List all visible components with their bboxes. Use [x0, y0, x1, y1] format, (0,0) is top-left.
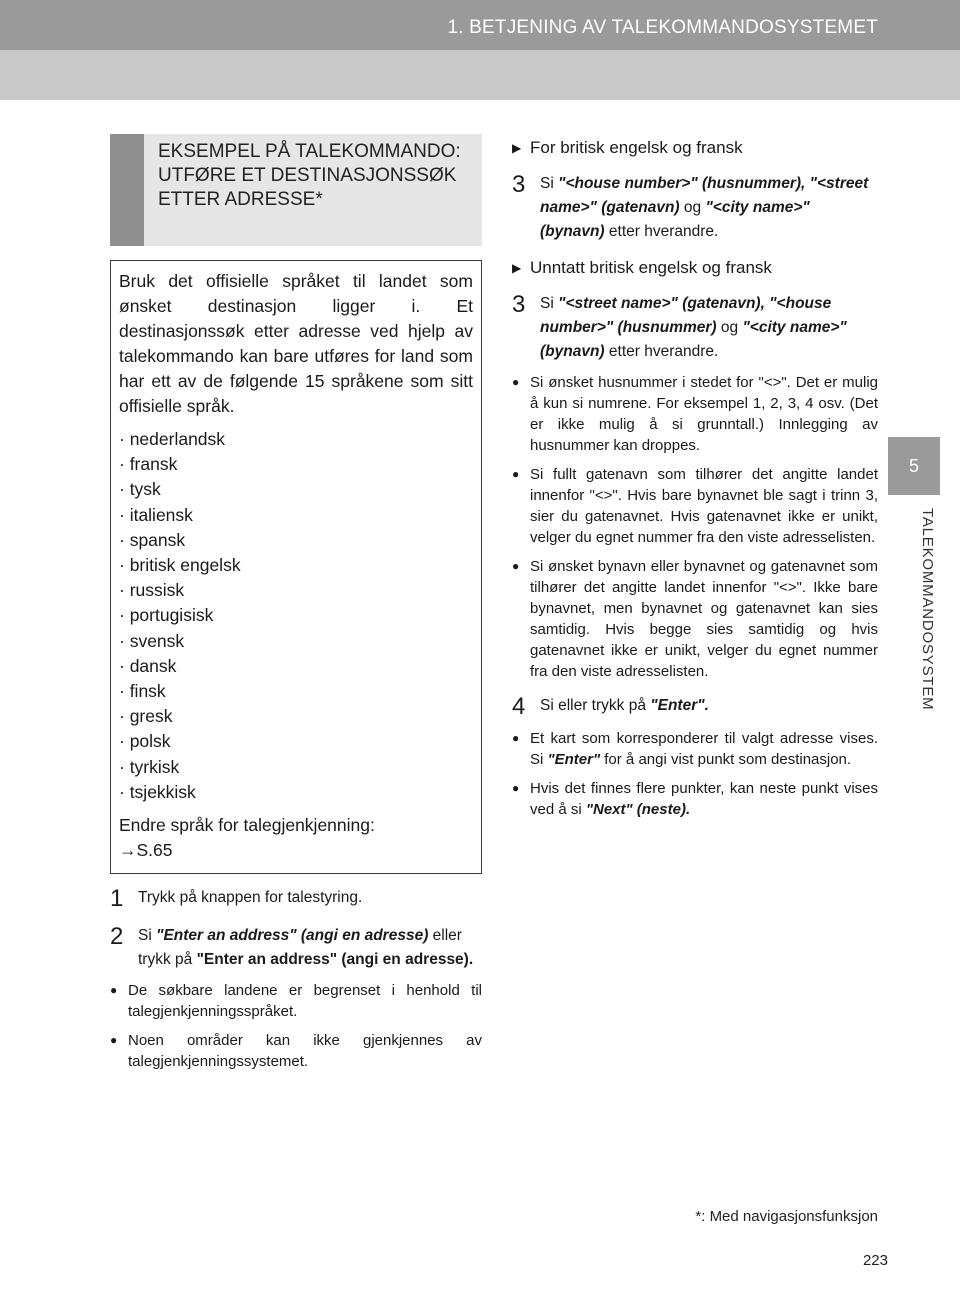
- section-title: 1. BETJENING AV TALEKOMMANDOSYSTEMET: [447, 17, 878, 38]
- bullet-dot-icon: ●: [110, 1033, 118, 1048]
- bullet-dot-icon: ●: [512, 559, 520, 573]
- language-item: · britisk engelsk: [119, 555, 241, 576]
- voice-command: "Enter".: [650, 697, 709, 714]
- voice-command: "<city name>" (bynavn): [540, 319, 847, 360]
- step-text-part: Si eller trykk på: [540, 697, 651, 714]
- example-box: [110, 134, 482, 246]
- step-text-part: etter hverandre.: [604, 343, 719, 360]
- bullet-text: De søkbare landene er begrenset i henhold til talegjenkjenningsspråket.: [128, 982, 482, 1021]
- step-text-part: og: [679, 199, 706, 216]
- bullet-dot-icon: ●: [512, 467, 520, 481]
- language-item: · nederlandsk: [119, 429, 226, 449]
- bullet-text: Noen områder kan ikke gjenkjennes av talegjenkjenningssystemet.: [128, 1032, 482, 1071]
- step-number: 1: [110, 885, 124, 913]
- step-3a: [512, 172, 878, 244]
- voice-command: "<city name>" (bynavn): [540, 199, 810, 240]
- step-4: [512, 694, 878, 720]
- info-box: [110, 260, 482, 874]
- step-2: [110, 924, 482, 972]
- step-1: [110, 886, 482, 912]
- screen-button-name: "Enter an address" (angi en adresse).: [196, 951, 474, 969]
- page-reference-link[interactable]: →S.65: [119, 840, 173, 861]
- language-item: · svensk: [119, 630, 185, 651]
- bullet-item: [512, 556, 878, 682]
- voice-command: "Enter": [547, 751, 601, 768]
- language-item: · gresk: [119, 706, 173, 727]
- language-item: · spansk: [119, 529, 186, 550]
- step-text: [540, 292, 878, 364]
- language-item: · russisk: [119, 580, 185, 601]
- triangle-right-icon: ▶: [512, 141, 522, 155]
- voice-command: "Enter an address" (angi en adresse): [156, 927, 429, 945]
- bullet-dot-icon: ●: [512, 375, 520, 389]
- step-number: 2: [110, 923, 124, 951]
- step-number: 3: [512, 171, 526, 198]
- bullet-item: [512, 464, 878, 548]
- language-item: · tsjekkisk: [119, 781, 196, 802]
- bullet-text: Si ønsket bynavn eller bynavnet og gatenavnet som tilhører det angitte landet innenfor "<>". Ikke bare bynavnet, men bynavnet og gatenavnet kan sies samtidig. Hvis begge sies samtidig og hvis gatenavnet ikke er unikt, velger du egnet nummer fra den viste adresselisten.: [530, 558, 878, 680]
- step-text-part: eller trykk på: [138, 927, 462, 969]
- language-list: [119, 427, 473, 805]
- step-text: Trykk på knappen for talestyring.: [138, 889, 363, 907]
- bullet-item: [110, 980, 482, 1022]
- step-text: [540, 172, 878, 244]
- voice-command: "<street name>" (gatenavn), "<house number>" (husnummer): [540, 295, 832, 336]
- bullet-dot-icon: ●: [512, 731, 520, 745]
- change-language-text: [119, 813, 473, 863]
- bullet-text: [530, 728, 878, 770]
- step-text-part: Si: [540, 175, 559, 192]
- left-column: [110, 134, 482, 1072]
- bullet-item: [512, 778, 878, 820]
- footnote: *: Med navigasjonsfunksjon: [695, 1208, 878, 1225]
- step-text-part: etter hverandre.: [604, 223, 719, 240]
- language-item: · finsk: [119, 681, 166, 702]
- voice-command: "<house number>" (husnummer), "<street name>" (gatenavn): [540, 175, 869, 216]
- sub-heading-text: Unntatt britisk engelsk og fransk: [530, 258, 772, 277]
- language-item: · portugisisk: [119, 605, 214, 626]
- change-language-label: Endre språk for talegjenkjenning:: [119, 815, 375, 836]
- sub-heading-text: For britisk engelsk og fransk: [530, 138, 743, 157]
- step-text-part: Si: [138, 927, 157, 945]
- step-text: [138, 924, 482, 972]
- step-text-part: og: [716, 319, 743, 336]
- step-text-part: Si: [540, 295, 559, 312]
- bullet-text: Si fullt gatenavn som tilhører det angitte landet innenfor "<>". Hvis bare bynavnet ble sagt i trinn 3, sier du gatenavnet. Hvis gatenavnet ikke er unikt, velger du egnet nummer fra den viste adresselisten.: [530, 466, 878, 546]
- sub-heading: [512, 256, 878, 280]
- language-item: · tyrkisk: [119, 756, 180, 777]
- step-3b: [512, 292, 878, 364]
- sub-heading: [512, 136, 878, 160]
- bullet-dot-icon: ●: [512, 781, 520, 795]
- bullet-text: [530, 778, 878, 820]
- language-item: · polsk: [119, 731, 171, 752]
- header-strip: [0, 0, 960, 50]
- bullet-item: [512, 372, 878, 456]
- bullet-text: Si ønsket husnummer i stedet for "<>". Det er mulig å kun si numrene. For eksempel 1, 2, 3, 4 osv. (Det er ikke mulig å si grunntall.) Innlegging av husnummer kan droppes.: [530, 374, 878, 454]
- bullet-item: [512, 728, 878, 770]
- chapter-label: TALEKOMMANDOSYSTEM: [919, 508, 936, 711]
- page-number: 223: [862, 1252, 888, 1269]
- info-intro: Bruk det offisielle språket til landet som ønsket destinasjon ligger i. Et destinasjonssøk etter adresse ved hjelp av talekommando kan bare utføres for land som har ett av de følgende 15 språkene som sitt offisielle språk.: [119, 271, 473, 416]
- bullet-text-part: Et kart som korresponderer til valgt adresse vises. Si: [530, 730, 878, 768]
- language-item: · tysk: [119, 479, 161, 500]
- voice-command: "Next" (neste).: [585, 801, 691, 818]
- example-title: EKSEMPEL PÅ TALEKOMMANDO: UTFØRE ET DESTINASJONSSØK ETTER ADRESSE*: [158, 141, 461, 210]
- language-item: · dansk: [119, 655, 177, 676]
- bullet-item: [110, 1030, 482, 1072]
- triangle-right-icon: ▶: [512, 261, 522, 275]
- bullet-text-part: for å angi vist punkt som destinasjon.: [600, 751, 852, 768]
- step-text: [540, 694, 878, 720]
- bullet-dot-icon: ●: [110, 983, 118, 998]
- right-column: [512, 134, 878, 820]
- language-item: · fransk: [119, 454, 178, 475]
- example-bar: [110, 134, 144, 246]
- language-item: · italiensk: [119, 504, 193, 525]
- step-number: 3: [512, 291, 526, 318]
- step-number: 4: [512, 693, 526, 720]
- chapter-tab: 5: [888, 437, 940, 495]
- bullet-text-part: Hvis det finnes flere punkter, kan neste punkt vises ved å si: [530, 780, 878, 818]
